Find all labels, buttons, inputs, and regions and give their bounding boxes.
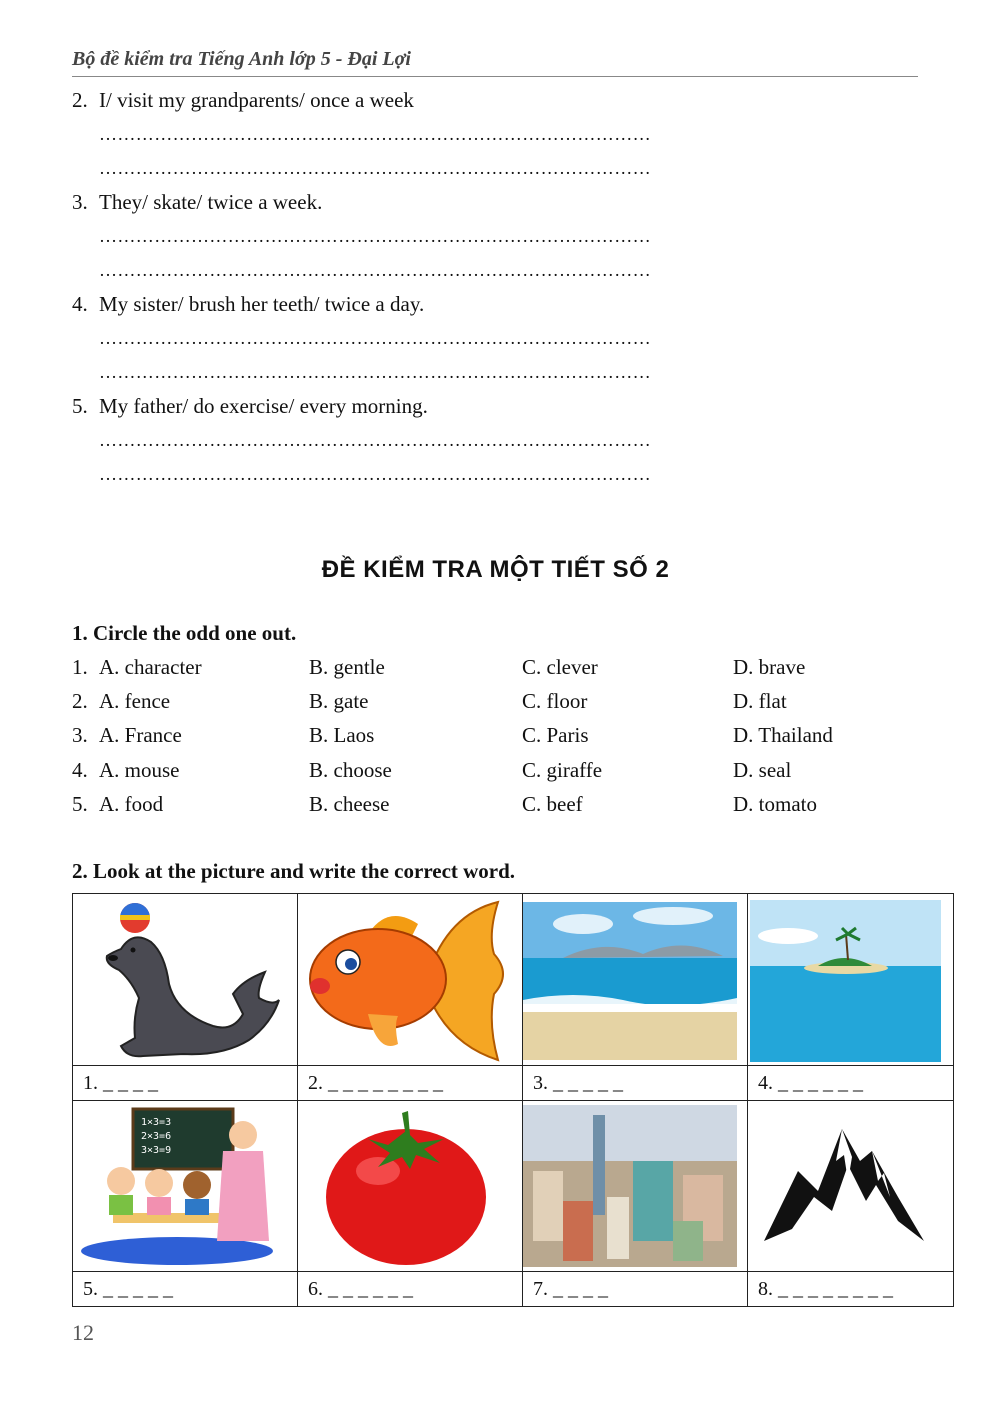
question-number: 3. <box>72 723 88 748</box>
test-title: ĐỀ KIỂM TRA MỘT TIẾT SỐ 2 <box>321 556 670 583</box>
option-b[interactable]: B. gentle <box>309 655 385 679</box>
city-picture <box>523 1101 748 1272</box>
svg-text:3×3=9: 3×3=9 <box>141 1145 172 1156</box>
item-number: 4. <box>72 292 88 316</box>
item-prompt: They/ skate/ twice a week. <box>99 190 323 214</box>
rewrite-exercise <box>72 88 772 496</box>
option-b[interactable]: B. gate <box>309 689 369 714</box>
option-d[interactable]: D. seal <box>733 757 792 782</box>
item-prompt: I/ visit my grandparents/ once a week <box>99 88 414 112</box>
answer-blank[interactable]: 6. _ _ _ _ _ _ <box>298 1272 523 1307</box>
section-title: 1. Circle the odd one out. <box>72 621 297 645</box>
answer-blank[interactable]: 3. _ _ _ _ _ <box>523 1066 748 1101</box>
answer-line[interactable]: ……………………………………………………………………………… <box>99 362 651 382</box>
option-b[interactable]: B. choose <box>309 757 392 782</box>
option-d[interactable]: D. tomato <box>733 791 817 816</box>
question-number: 5. <box>72 791 88 816</box>
option-c[interactable]: C. Paris <box>522 723 589 748</box>
svg-text:2×3=6: 2×3=6 <box>141 1131 172 1142</box>
option-a[interactable]: A. character <box>99 655 202 679</box>
exercise-item <box>72 190 772 292</box>
answer-line[interactable]: ……………………………………………………………………………… <box>99 464 651 484</box>
option-a[interactable]: A. food <box>99 791 164 816</box>
option-d[interactable]: D. flat <box>733 689 787 714</box>
option-b[interactable]: B. cheese <box>309 791 390 816</box>
option-a[interactable]: A. France <box>99 723 182 748</box>
option-d[interactable]: D. brave <box>733 655 806 679</box>
label-row <box>73 1272 954 1307</box>
section-title: 2. Look at the picture and write the correct word. <box>72 859 516 883</box>
svg-text:1×3=3: 1×3=3 <box>141 1117 172 1128</box>
island-picture <box>748 894 954 1066</box>
option-c[interactable]: C. beef <box>522 791 583 816</box>
question-row <box>72 723 918 757</box>
label-row <box>73 1066 954 1101</box>
tomato-picture <box>298 1101 523 1272</box>
answer-blank[interactable]: 4. _ _ _ _ _ _ <box>748 1066 954 1101</box>
question-row <box>72 792 918 826</box>
beach-picture <box>523 894 748 1066</box>
answer-line[interactable]: ……………………………………………………………………………… <box>99 260 651 280</box>
option-c[interactable]: C. clever <box>522 655 598 679</box>
option-c[interactable]: C. floor <box>522 689 588 714</box>
header-divider <box>72 76 918 77</box>
answer-blank[interactable]: 7. _ _ _ _ <box>523 1272 748 1307</box>
exercise-item <box>72 394 772 496</box>
item-number: 2. <box>72 88 88 112</box>
answer-blank[interactable]: 5. _ _ _ _ _ <box>73 1272 298 1307</box>
answer-line[interactable]: ……………………………………………………………………………… <box>99 226 651 246</box>
exercise-item <box>72 88 772 190</box>
question-number: 2. <box>72 689 88 714</box>
option-b[interactable]: B. Laos <box>309 723 375 748</box>
goldfish-picture <box>298 894 523 1066</box>
answer-blank[interactable]: 1. _ _ _ _ <box>73 1066 298 1101</box>
answer-line[interactable]: ……………………………………………………………………………… <box>99 328 651 348</box>
option-d[interactable]: D. Thailand <box>733 723 833 748</box>
question-row <box>72 758 918 792</box>
answer-blank[interactable]: 2. _ _ _ _ _ _ _ _ <box>298 1066 523 1101</box>
question-number: 4. <box>72 757 88 782</box>
running-header: Bộ đề kiểm tra Tiếng Anh lớp 5 - Đại Lợi <box>72 48 411 70</box>
item-number: 5. <box>72 394 88 418</box>
option-a[interactable]: A. mouse <box>99 757 180 782</box>
answer-blank[interactable]: 8. _ _ _ _ _ _ _ _ <box>748 1272 954 1307</box>
picture-row <box>73 894 954 1066</box>
option-c[interactable]: C. giraffe <box>522 757 603 782</box>
item-prompt: My sister/ brush her teeth/ twice a day. <box>99 292 425 316</box>
item-number: 3. <box>72 190 88 214</box>
answer-line[interactable]: ……………………………………………………………………………… <box>99 124 651 144</box>
odd-one-out-list <box>72 655 918 826</box>
mountain-picture <box>748 1101 954 1272</box>
question-number: 1. <box>72 655 88 679</box>
answer-line[interactable]: ……………………………………………………………………………… <box>99 158 651 178</box>
question-row <box>72 655 918 689</box>
picture-row <box>73 1101 954 1272</box>
page-number: 12 <box>72 1320 94 1345</box>
seal-picture <box>73 894 298 1066</box>
exercise-item <box>72 292 772 394</box>
picture-table <box>72 893 954 1307</box>
answer-line[interactable]: ……………………………………………………………………………… <box>99 430 651 450</box>
item-prompt: My father/ do exercise/ every morning. <box>99 394 428 418</box>
classroom-picture <box>73 1101 298 1272</box>
question-row <box>72 689 918 723</box>
option-a[interactable]: A. fence <box>99 689 171 714</box>
